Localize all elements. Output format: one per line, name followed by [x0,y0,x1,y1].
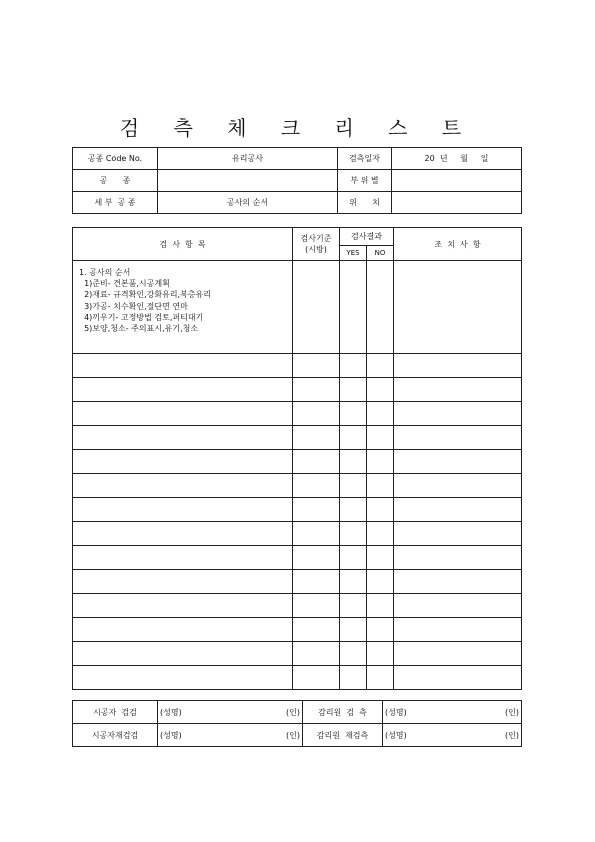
signature-row [73,701,522,724]
table-row [73,594,522,618]
info-label: 세 부 공 종 [73,192,158,214]
action-cell[interactable] [394,642,522,666]
no-cell[interactable] [367,522,394,546]
header-action: 조 치 사 항 [394,228,522,261]
signature-name[interactable]: (성명) [383,724,463,747]
action-cell[interactable] [394,426,522,450]
list-item: 4)끼우기- 고정방법 검토,퍼티대기 [79,312,204,322]
item-cell[interactable] [73,498,293,522]
signature-label: 시공자 검검 [73,701,158,724]
no-cell[interactable] [367,354,394,378]
header-yes: YES [340,246,367,261]
info-value: 20 년 월 일 [392,148,522,170]
no-cell[interactable] [367,498,394,522]
item-cell[interactable] [73,426,293,450]
criteria-cell[interactable] [293,378,340,402]
action-cell[interactable] [394,618,522,642]
info-value [392,192,522,214]
table-row [73,522,522,546]
signature-seal[interactable]: (인) [463,701,522,724]
criteria-cell[interactable] [293,570,340,594]
table-row [73,378,522,402]
list-item: 5)보양,청소- 주의표시,유기,청소 [79,324,199,334]
item-cell[interactable] [73,522,293,546]
table-row [73,570,522,594]
item-cell[interactable] [73,666,293,690]
list-item: 3)가공- 치수확인,절단면 연마 [79,301,188,311]
item-cell[interactable] [73,378,293,402]
yes-cell[interactable] [340,261,367,354]
signature-label: 시공자재검검 [73,724,158,747]
info-row [73,192,522,214]
info-value: 공사의 순서 [158,192,338,214]
info-label: 공종 Code No. [73,148,158,170]
no-cell[interactable] [367,666,394,690]
criteria-cell[interactable] [293,522,340,546]
info-label: 공 종 [73,170,158,192]
no-cell[interactable] [367,474,394,498]
header-criteria [293,228,340,261]
action-cell[interactable] [394,402,522,426]
item-cell[interactable] [73,594,293,618]
yes-cell[interactable] [340,450,367,474]
criteria-cell[interactable] [293,354,340,378]
criteria-cell[interactable] [293,261,340,354]
info-label: 부 위 별 [338,170,392,192]
no-cell[interactable] [367,618,394,642]
criteria-cell[interactable] [293,402,340,426]
table-row [73,426,522,450]
item-cell[interactable] [73,402,293,426]
item-cell[interactable] [73,570,293,594]
yes-cell[interactable] [340,546,367,570]
header-result: 검사결과 [340,228,394,246]
signature-seal[interactable]: (인) [463,724,522,747]
signature-label: 감리원 검 측 [303,701,383,724]
table-header-row [73,228,522,246]
info-value [392,170,522,192]
info-value: 유리공사 [158,148,338,170]
yes-cell[interactable] [340,498,367,522]
info-label: 검측일자 [338,148,392,170]
yes-cell[interactable] [340,354,367,378]
info-row [73,148,522,170]
action-cell[interactable] [394,522,522,546]
signature-name[interactable]: (성명) [158,724,233,747]
action-cell[interactable] [394,450,522,474]
criteria-cell[interactable] [293,426,340,450]
signature-table [72,700,522,747]
yes-cell[interactable] [340,666,367,690]
table-row [73,546,522,570]
inspection-table [72,227,522,690]
table-row [73,666,522,690]
criteria-cell[interactable] [293,474,340,498]
table-row [73,261,522,354]
list-item: 1. 공사의 순서 [79,268,131,277]
no-cell[interactable] [367,378,394,402]
item-cell[interactable] [73,354,293,378]
header-criteria-sub: (시방) [305,245,327,254]
header-criteria-label: 검사기준 [300,234,332,243]
yes-cell[interactable] [340,642,367,666]
header-no: NO [367,246,394,261]
item-cell[interactable] [73,642,293,666]
info-row [73,170,522,192]
yes-cell[interactable] [340,378,367,402]
action-cell[interactable] [394,261,522,354]
criteria-cell[interactable] [293,594,340,618]
no-cell[interactable] [367,594,394,618]
criteria-cell[interactable] [293,666,340,690]
action-cell[interactable] [394,594,522,618]
info-value [158,170,338,192]
page-title: 검 측 체 크 리 스 트 [119,116,476,140]
signature-label: 감리원 재검측 [303,724,383,747]
no-cell[interactable] [367,426,394,450]
no-cell[interactable] [367,570,394,594]
table-row [73,354,522,378]
item-cell[interactable] [73,546,293,570]
action-cell[interactable] [394,666,522,690]
list-item: 2)재료- 규격확인,강화유리,복층유리 [79,290,212,300]
table-row [73,402,522,426]
no-cell[interactable] [367,402,394,426]
criteria-cell[interactable] [293,546,340,570]
criteria-cell[interactable] [293,642,340,666]
yes-cell[interactable] [340,402,367,426]
yes-cell[interactable] [340,570,367,594]
signature-name[interactable]: (성명) [158,701,233,724]
no-cell[interactable] [367,261,394,354]
info-table [72,147,522,214]
action-cell[interactable] [394,570,522,594]
yes-cell[interactable] [340,522,367,546]
action-cell[interactable] [394,474,522,498]
info-label: 위 치 [338,192,392,214]
no-cell[interactable] [367,546,394,570]
table-row [73,450,522,474]
yes-cell[interactable] [340,474,367,498]
signature-seal[interactable]: (인) [233,724,303,747]
table-row [73,618,522,642]
yes-cell[interactable] [340,594,367,618]
criteria-cell[interactable] [293,618,340,642]
item-list [73,261,293,354]
table-row [73,474,522,498]
action-cell[interactable] [394,546,522,570]
table-row [73,498,522,522]
criteria-cell[interactable] [293,498,340,522]
yes-cell[interactable] [340,618,367,642]
yes-cell[interactable] [340,426,367,450]
table-row [73,642,522,666]
action-cell[interactable] [394,354,522,378]
signature-row [73,724,522,747]
action-cell[interactable] [394,498,522,522]
no-cell[interactable] [367,450,394,474]
action-cell[interactable] [394,378,522,402]
signature-seal[interactable]: (인) [233,701,303,724]
no-cell[interactable] [367,642,394,666]
signature-name[interactable]: (성명) [383,701,463,724]
criteria-cell[interactable] [293,450,340,474]
header-item: 검 사 항 목 [73,228,293,261]
item-cell[interactable] [73,474,293,498]
list-item: 1)준비- 견본품,시공계획 [79,279,170,289]
item-cell[interactable] [73,618,293,642]
item-cell[interactable] [73,450,293,474]
